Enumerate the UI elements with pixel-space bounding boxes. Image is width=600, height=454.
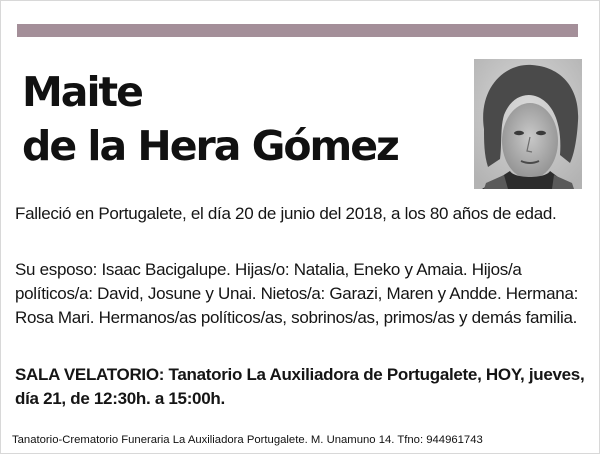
family-text: Su esposo: Isaac Bacigalupe. Hijas/o: Natalia, Eneko y Amaia. Hijos/a políticos/a: David, Josune y Unai. Nietos/a: Garazi, Maren y Andde. Hermana: Rosa Mari. Hermanos/as políticos/as, sobrinos/as, primos/as y demás familia. — [15, 260, 579, 327]
name-first: Maite — [22, 68, 142, 116]
deceased-name — [22, 65, 398, 173]
header-bar — [17, 24, 578, 37]
death-notice-text: Falleció en Portugalete, el día 20 de junio del 2018, a los 80 años de edad. — [15, 204, 557, 223]
funeral-home-footer: Tanatorio-Crematorio Funeraria La Auxiliadora Portugalete. M. Unamuno 14. Tfno: 944961743 — [12, 434, 483, 446]
wake-details-text: SALA VELATORIO: Tanatorio La Auxiliadora de Portugalete, HOY, jueves, día 21, de 12:30h. a 15:00h. — [15, 365, 585, 408]
portrait-photo — [474, 59, 582, 189]
name-surnames: de la Hera Gómez — [22, 122, 398, 170]
